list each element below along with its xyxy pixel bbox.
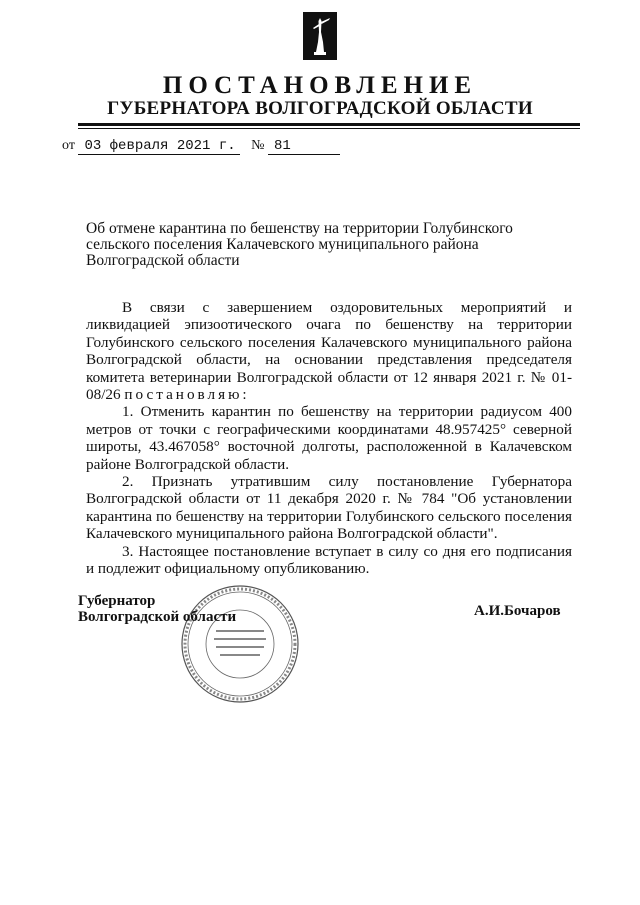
document-date: 03 февраля 2021 г. [78, 138, 239, 155]
header-rule-thin [78, 128, 580, 129]
emblem-icon [303, 12, 337, 60]
signatory-position-line2: Волгоградской области [78, 609, 237, 625]
document-subject: Об отмене карантина по бешенству на территории Голубинского сельского поселения Калачевского муниципального района Волгоградской области [86, 220, 513, 269]
body-item-1: 1. Отменить карантин по бешенству на территории радиусом 400 метров от точки с географическими координатами 48.957425° северной широты, 43.467058° восточной долготы, расположенной в Калачевском районе Волгоградской области. [86, 403, 572, 473]
number-label: № [251, 138, 265, 153]
signatory-position-line1: Губернатор [78, 593, 156, 609]
date-from-label: от [62, 138, 75, 153]
document-title: ПОСТАНОВЛЕНИЕ [162, 72, 478, 99]
header-rule-thick [78, 123, 580, 126]
body-item-2: 2. Признать утратившим силу постановление Губернатора Волгоградской области от 11 декабря 2020 г. № 784 "Об установлении карантина по бешенству на территории Голубинского сельского поселения Калачевского муниципального района Волгоградской области". [86, 473, 572, 543]
preamble-text: В связи с завершением оздоровительных мероприятий и ликвидацией эпизоотического очага по бешенству на территории Голубинского сельского поселения Калачевского муниципального района Волгоградской области, на основании представления председателя комитета ветеринарии Волгоградской области от 12 января 2021 г. № 01-08/26 [86, 299, 572, 404]
signatory-position [78, 593, 236, 625]
signatory-name: А.И.Бочаров [474, 603, 561, 619]
document-number: 81 [268, 138, 340, 155]
decree-word: постановляю: [124, 386, 250, 404]
date-number-line [62, 138, 340, 155]
body-preamble [86, 299, 572, 403]
document-subtitle: ГУБЕРНАТОРА ВОЛГОГРАДСКОЙ ОБЛАСТИ [107, 98, 533, 119]
document-body [86, 299, 572, 578]
body-item-3: 3. Настоящее постановление вступает в силу со дня его подписания и подлежит официальному опубликованию. [86, 542, 572, 578]
